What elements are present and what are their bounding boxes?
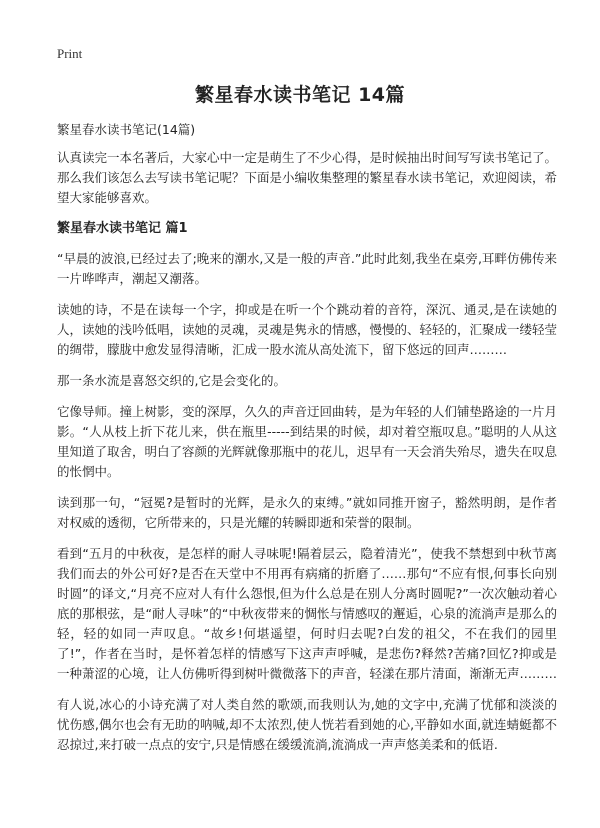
section-heading: 繁星春水读书笔记 篇1 — [57, 221, 188, 236]
document-body — [57, 120, 557, 766]
page-title: 繁星春水读书笔记 14篇 — [194, 84, 406, 106]
section-paragraph: 读到那一句，“冠冕?是暂时的光辉，是永久的束缚。”就如同推开窗子，豁然明朗，是作者对权威的透彻，它所带来的，只是光耀的转瞬即逝和荣誉的限制。 — [57, 495, 557, 530]
section-paragraph: 它像导师。撞上树影，变的深厚，久久的声音迂回曲转，是为年轻的人们铺垫路途的一片月影。“人从枝上折下花儿来，供在瓶里-----到结果的时候，却对着空瓶叹息。”聪明的人从这里知道了取舍，明白了容颜的光辉就像那瓶中的花儿，迟早有一天会消失殆尽，遗失在叹息的怅惘中。 — [57, 404, 558, 479]
section-paragraph: “早晨的波浪,已经过去了;晚来的潮水,又是一般的声音.”此时此刻,我坐在桌旁,耳畔仿佛传来一片哗哗声，潮起又潮落。 — [57, 251, 557, 286]
section-paragraph: 读她的诗，不是在读每一个字，抑或是在听一个个跳动着的音符，深沉、通灵,是在读她的人，读她的浅吟低唱，读她的灵魂，灵魂是隽永的情感，慢慢的、轻轻的，汇聚成一缕轻莹的绸带，朦胧中愈发显得清晰，汇成一股水流从高处流下，留下悠远的回声……… — [57, 302, 558, 357]
intro-paragraph: 认真读完一本名著后，大家心中一定是萌生了不少心得，是时候抽出时间写写读书笔记了。那么我们该怎么去写读书笔记呢？下面是小编收集整理的繁星春水读书笔记，欢迎阅读，希望大家能够喜欢。 — [57, 150, 558, 205]
section-paragraph: 那一条水流是喜怒交织的,它是会变化的。 — [57, 373, 286, 388]
document-subtitle: 繁星春水读书笔记(14篇) — [57, 122, 196, 137]
print-label: Print — [57, 46, 83, 61]
section-paragraph: 看到“五月的中秋夜，是怎样的耐人寻味呢!隔着层云，隐着清光”，使我不禁想到中秋节离我们而去的外公可好?是否在天堂中不用再有病痛的折磨了……那句“不应有恨,何事长向别时圆”的译文,“月亮不应对人有什么怨恨,但为什么总是在别人分离时圆呢?”一次次触动着心底的那根弦，是“耐人寻味”的“中秋夜带来的惆怅与情感叹的邂逅，心泉的流淌声是那么的轻，轻的如同一声叹息。“故乡!何堪遥望，何时归去呢?白发的祖父，不在我们的园里了!”，作者在当时，是怀着怎样的情感写下这声声呼喊，是悲伤?释然?苦痛?回忆?抑或是一种萧涩的心境，让人仿佛听得到树叶微微落下的声音，轻漾在那片清面，渐渐无声……… — [57, 546, 558, 681]
section-paragraph: 有人说,冰心的小诗充满了对人类自然的歌颂,而我则认为,她的文字中,充满了忧郁和淡淡的忧伤感,偶尔也会有无助的呐喊,却不太浓烈,使人恍若看到她的心,平静如水面,就连蜻蜓都不忍掠过,来打破一点点的安宁,只是情感在缓缓流淌,流淌成一声声悠美柔和的低语. — [57, 697, 557, 752]
